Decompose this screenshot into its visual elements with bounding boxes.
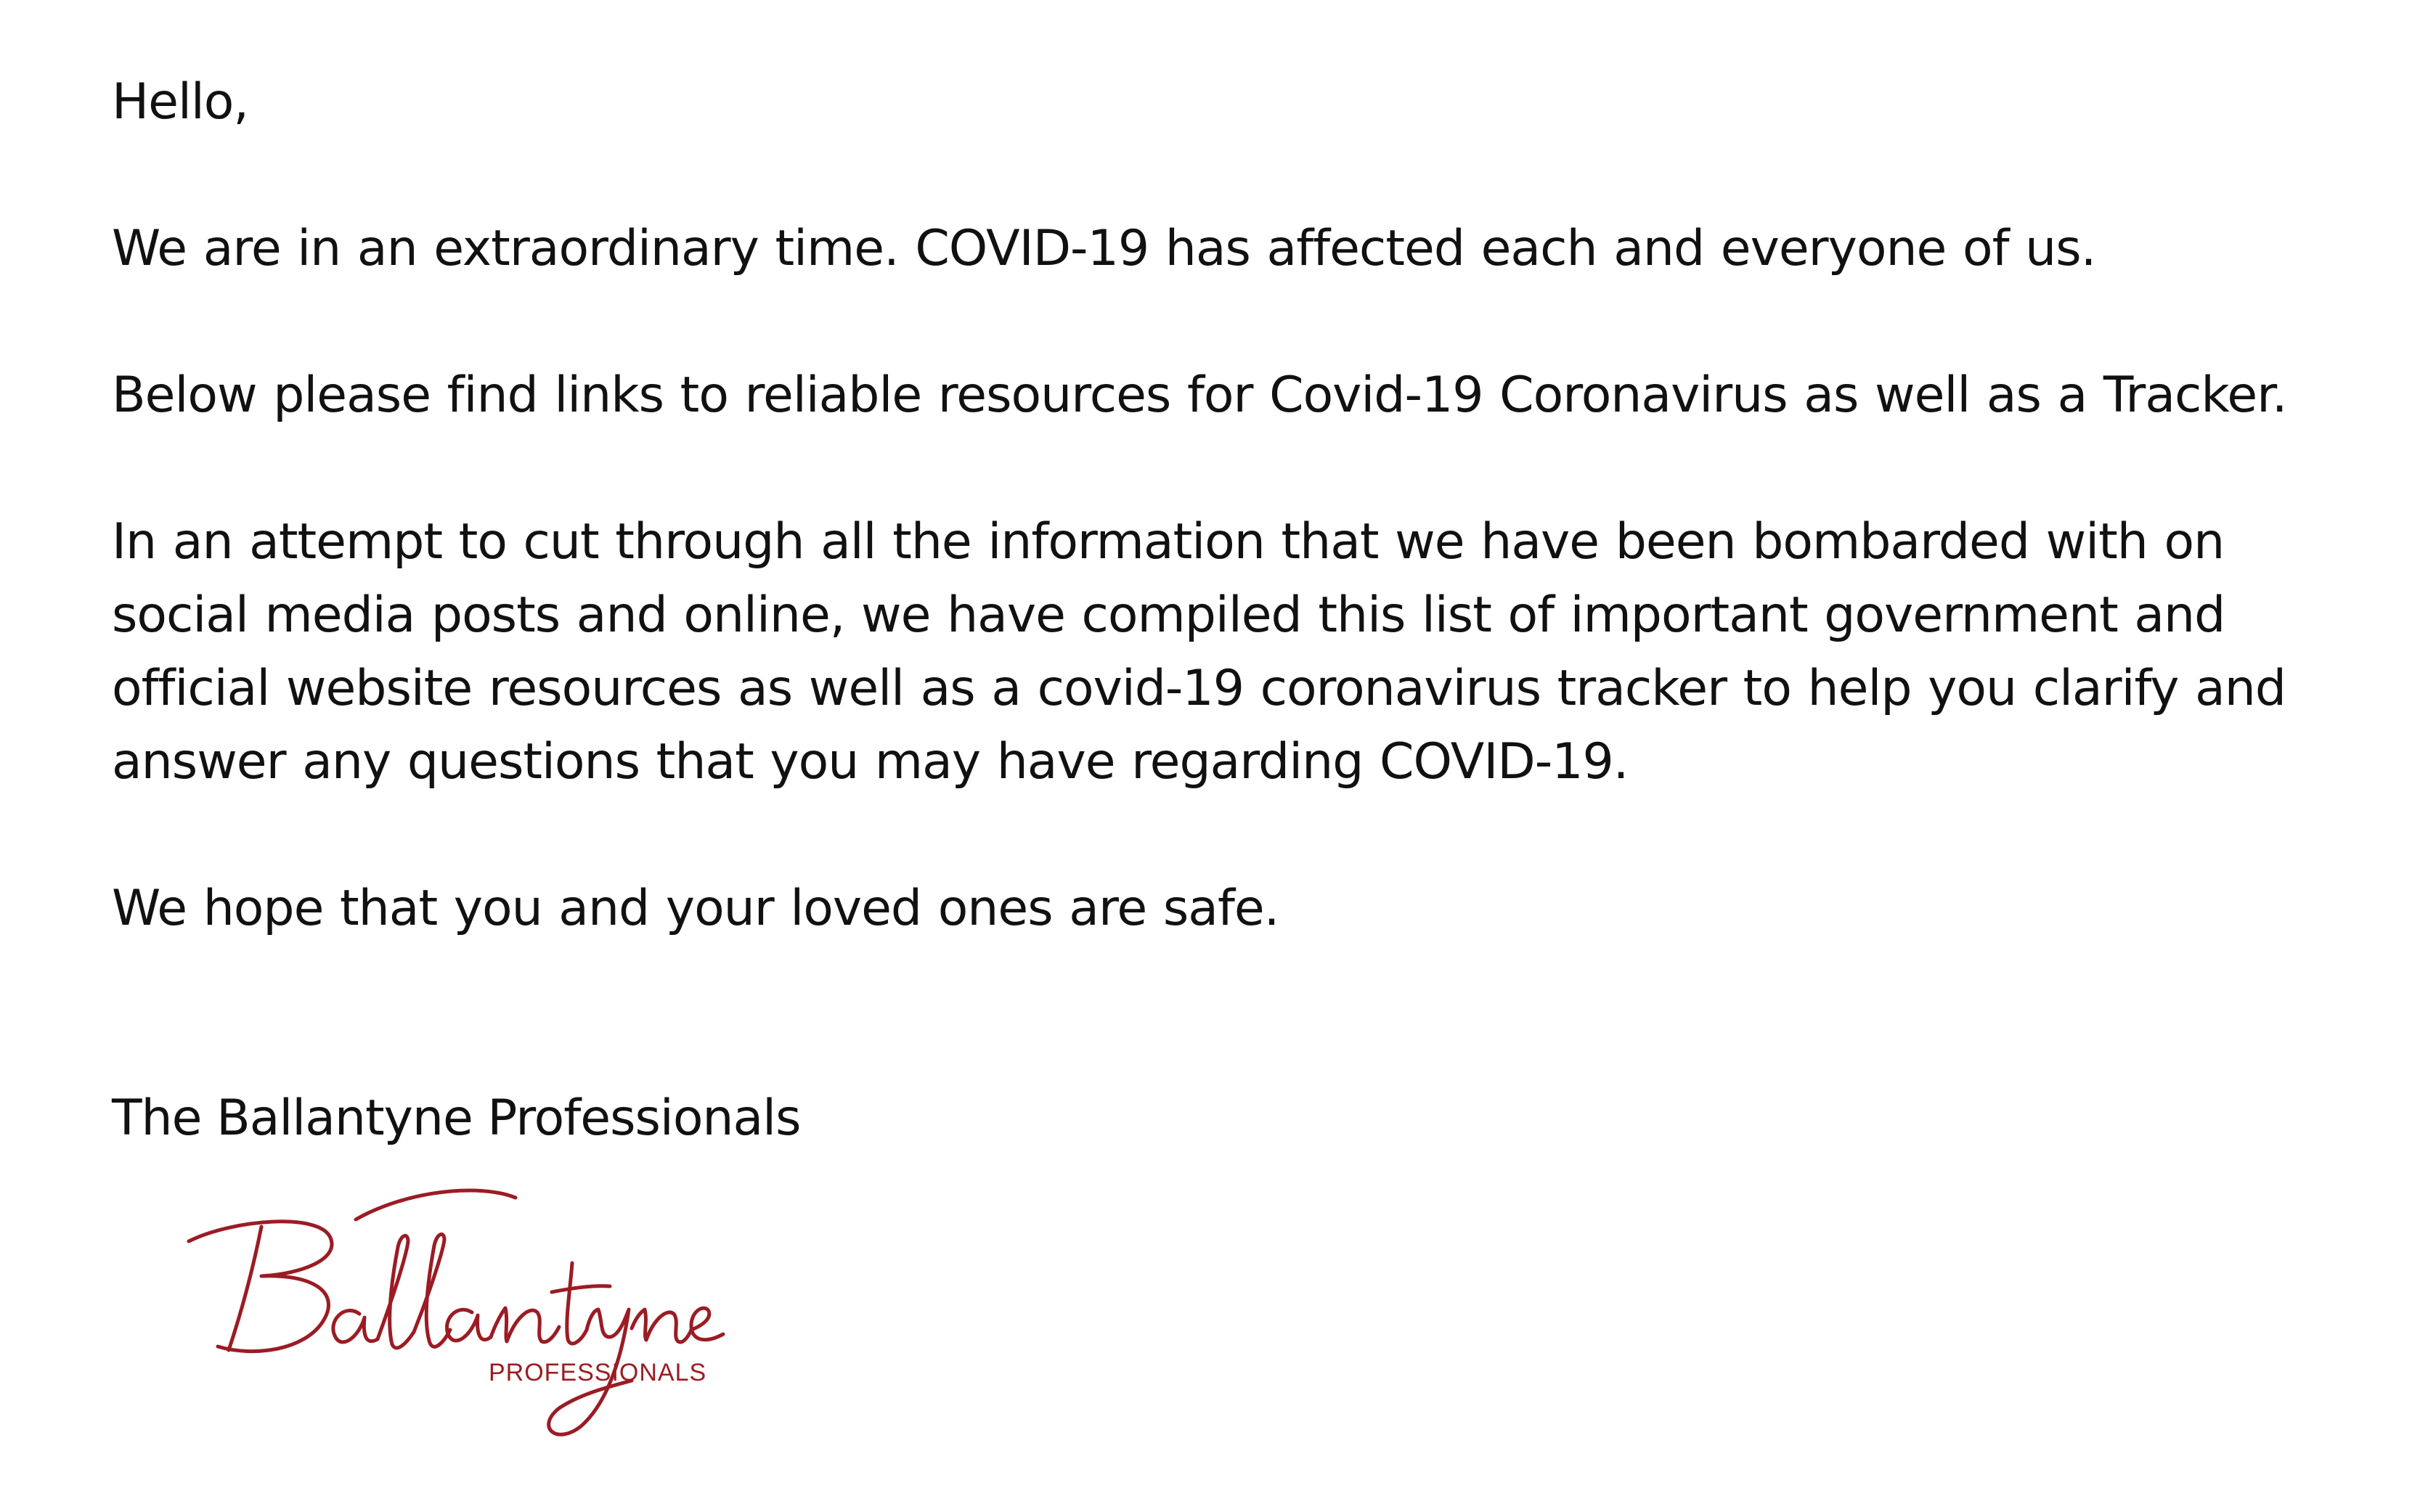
- ballantyne-logo: [174, 1176, 741, 1452]
- signature: The Ballantyne Professionals: [112, 1090, 801, 1147]
- letter-body: [112, 65, 2363, 945]
- logo-subtitle: PROFESSIONALS: [489, 1359, 707, 1386]
- paragraph-explanation: In an attempt to cut through all the information that we have been bombarded with on social media posts and online, we have compiled this list of important government and official website resources as well as a covid-19 coronavirus tracker to help you clarify and answer any questions that you may have regarding COVID-19.: [112, 513, 2286, 790]
- greeting: Hello,: [112, 73, 248, 131]
- paragraph-intro: We are in an extraordinary time. COVID-19 has affected each and everyone of us.: [112, 220, 2096, 277]
- paragraph-closing: We hope that you and your loved ones are safe.: [112, 880, 1279, 937]
- paragraph-resources: Below please find links to reliable resources for Covid-19 Coronavirus as well as a Tracker.: [112, 367, 2287, 424]
- ballantyne-script-logo: [174, 1176, 741, 1452]
